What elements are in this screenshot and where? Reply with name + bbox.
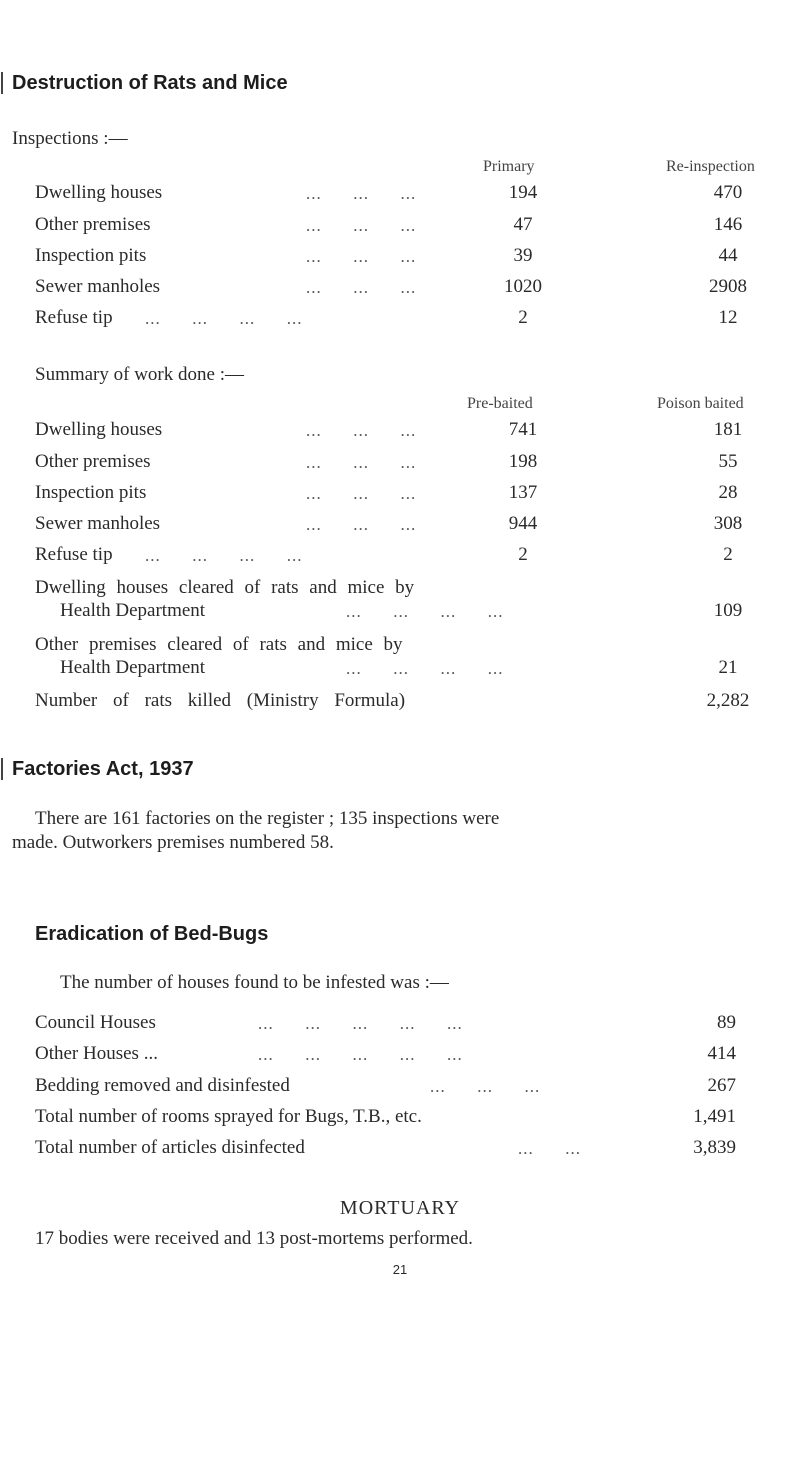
leader-dots: ... ... ... [306, 184, 417, 203]
row-label: Council Houses [35, 1012, 156, 1033]
row-value: 1,491 [693, 1106, 736, 1127]
prebaited-value: 137 [508, 482, 538, 503]
col-reinspection-header: Re-inspection [666, 158, 755, 175]
row-label: Refuse tip [35, 544, 113, 565]
mortuary-line: 17 bodies were received and 13 post-mortems performed. [35, 1228, 473, 1249]
row-label: Dwelling houses [35, 182, 163, 203]
row-label: Other premises [35, 214, 151, 235]
poison-value: 55 [718, 451, 738, 472]
factories-line2: made. Outworkers premises numbered 58. [12, 832, 334, 853]
row-value: 267 [707, 1075, 736, 1096]
col-prebaited-header: Pre-baited [467, 395, 533, 412]
primary-value: 47 [513, 214, 533, 235]
cleared-dwelling-line1: Dwelling houses cleared of rats and mice by [35, 577, 415, 598]
leader-dots: ... ... ... ... [145, 309, 303, 328]
row-label: Other Houses ... [35, 1043, 158, 1064]
prebaited-value: 741 [508, 419, 538, 440]
row-label: Inspection pits [35, 482, 147, 503]
row-value: 89 [717, 1012, 736, 1033]
row-label: Total number of articles disinfected [35, 1137, 305, 1158]
inspections-label: Inspections :— [12, 128, 128, 149]
rats-killed-label: Number of rats killed (Ministry Formula) [35, 690, 406, 711]
row-label: Other premises [35, 451, 151, 472]
cleared-other-line2: Health Department [60, 657, 206, 678]
row-value: 3,839 [693, 1137, 736, 1158]
leader-dots: ... ... ... [306, 247, 417, 266]
factories-line1: There are 161 factories on the register ; 135 inspections were [35, 808, 500, 829]
primary-value: 39 [513, 245, 533, 266]
leader-dots: ... ... ... ... [145, 546, 303, 565]
leader-dots: ... ... ... [306, 484, 417, 503]
poison-value: 2 [723, 544, 733, 565]
summary-label: Summary of work done :— [35, 364, 244, 385]
primary-value: 194 [508, 182, 538, 203]
factories-heading: Factories Act, 1937 [12, 758, 194, 780]
leader-dots: ... ... ... ... ... [258, 1014, 463, 1033]
leader-dots: ... ... ... ... [346, 659, 504, 678]
leader-dots: ... ... ... [430, 1077, 541, 1096]
row-label: Total number of rooms sprayed for Bugs, T.B., etc. [35, 1106, 422, 1127]
reinspection-value: 470 [713, 182, 743, 203]
poison-value: 308 [713, 513, 743, 534]
leader-dots: ... ... ... [306, 453, 417, 472]
cleared-dwelling-line2: Health Department [60, 600, 206, 621]
bugs-heading: Eradication of Bed-Bugs [35, 923, 269, 945]
row-label: Inspection pits [35, 245, 147, 266]
page-number: 21 [392, 1262, 408, 1277]
row-label: Refuse tip [35, 307, 113, 328]
row-label: Bedding removed and disinfested [35, 1075, 290, 1096]
cleared-dwelling-value: 109 [713, 600, 743, 621]
prebaited-value: 198 [508, 451, 538, 472]
row-label: Sewer manholes [35, 513, 161, 534]
reinspection-value: 2908 [709, 276, 747, 297]
row-label: Sewer manholes [35, 276, 161, 297]
row-value: 414 [707, 1043, 736, 1064]
left-margin-rule [1, 72, 3, 94]
poison-value: 28 [718, 482, 738, 503]
poison-value: 181 [713, 419, 743, 440]
col-primary-header: Primary [483, 158, 535, 175]
reinspection-value: 12 [718, 307, 738, 328]
left-margin-rule [1, 758, 3, 780]
leader-dots: ... ... ... [306, 515, 417, 534]
col-poison-header: Poison baited [657, 395, 744, 412]
leader-dots: ... ... ... [306, 278, 417, 297]
row-label: Dwelling houses [35, 419, 163, 440]
mortuary-heading: MORTUARY [339, 1197, 461, 1219]
rats-killed-value: 2,282 [706, 690, 750, 711]
prebaited-value: 2 [518, 544, 528, 565]
leader-dots: ... ... ... [306, 421, 417, 440]
cleared-other-line1: Other premises cleared of rats and mice by [35, 634, 403, 655]
leader-dots: ... ... ... [306, 216, 417, 235]
leader-dots: ... ... ... ... ... [258, 1045, 463, 1064]
reinspection-value: 44 [718, 245, 738, 266]
leader-dots: ... ... [518, 1139, 581, 1158]
primary-value: 1020 [504, 276, 542, 297]
reinspection-value: 146 [713, 214, 743, 235]
bugs-intro: The number of houses found to be infested was :— [60, 972, 449, 993]
prebaited-value: 944 [508, 513, 538, 534]
cleared-other-value: 21 [718, 657, 738, 678]
primary-value: 2 [518, 307, 528, 328]
leader-dots: ... ... ... ... [346, 602, 504, 621]
rats-heading: Destruction of Rats and Mice [12, 72, 288, 94]
